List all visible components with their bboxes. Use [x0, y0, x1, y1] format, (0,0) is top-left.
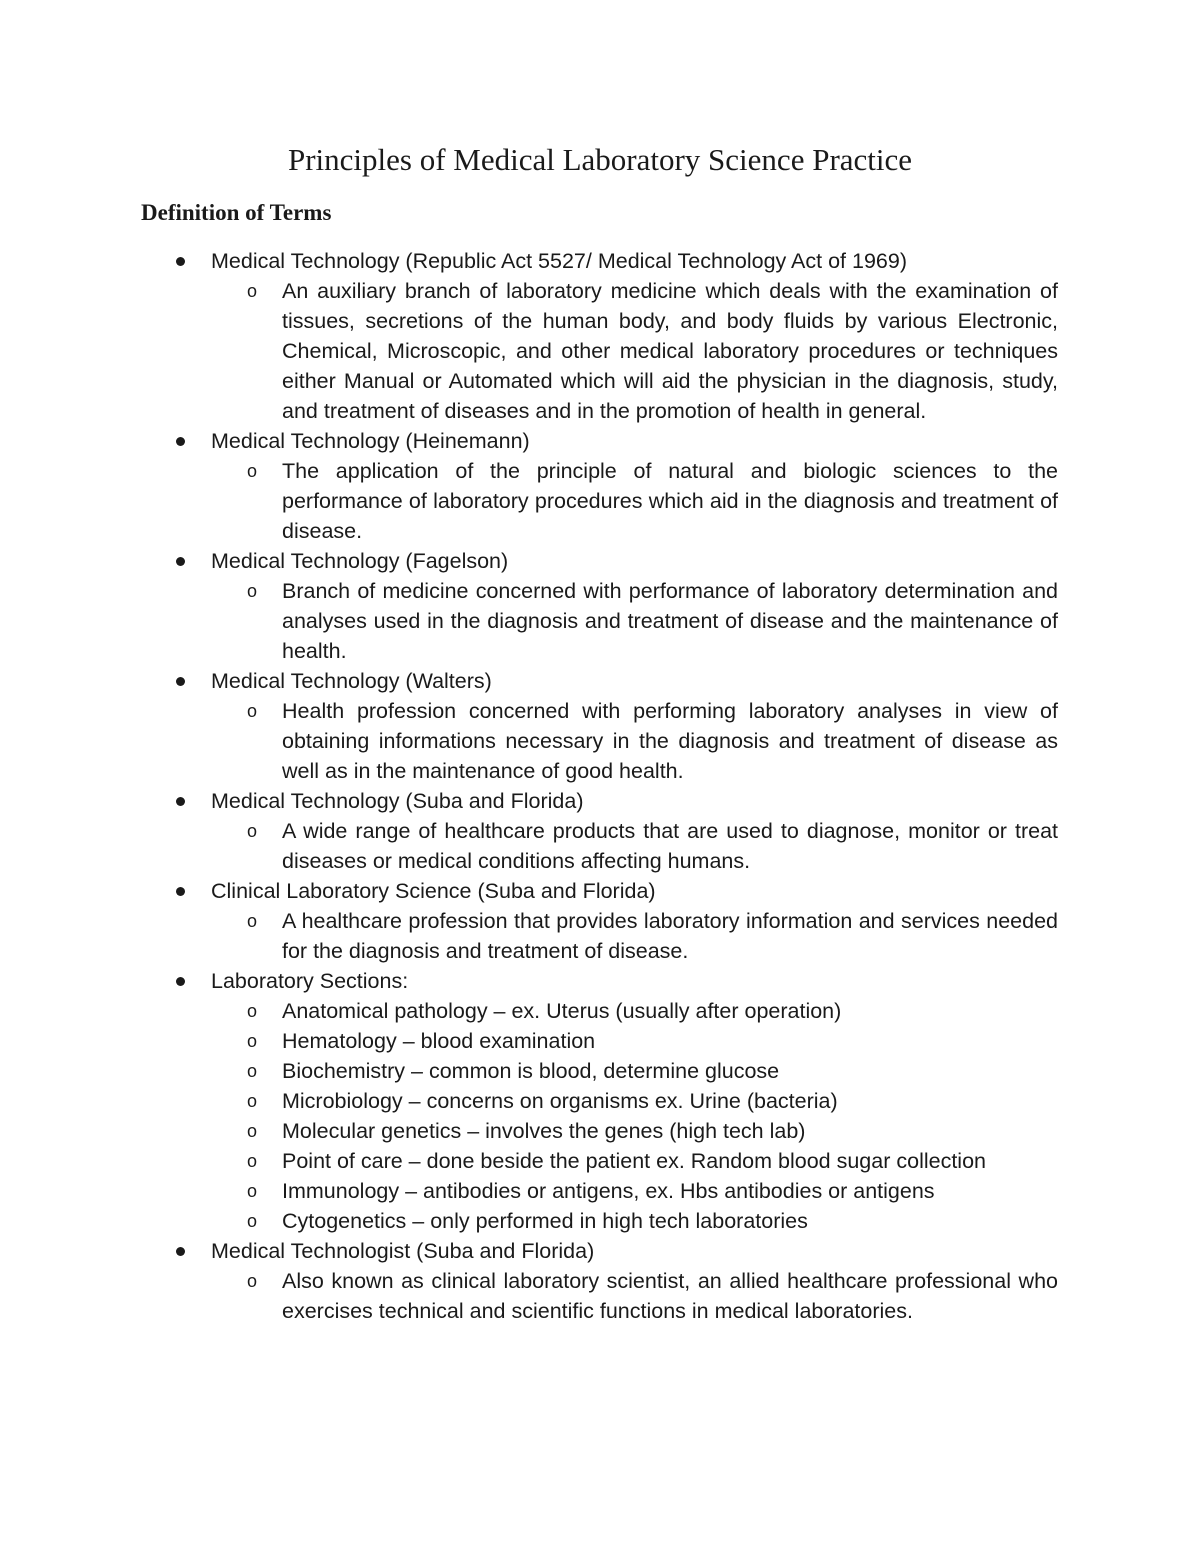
section-item: [247, 1086, 1058, 1116]
section-text: Microbiology – concerns on organisms ex. Urine (bacteria): [282, 1089, 838, 1113]
bullet-icon: [176, 677, 185, 686]
definition-list: [0, 696, 1200, 786]
bullet-icon: [176, 437, 185, 446]
bullet-icon: [176, 977, 185, 986]
bullet-icon: [176, 1247, 185, 1256]
term-heading: Medical Technologist (Suba and Florida): [211, 1239, 595, 1263]
definition-list: [0, 816, 1200, 876]
definition-list: [0, 576, 1200, 666]
term-heading: Medical Technology (Fagelson): [211, 549, 509, 573]
section-item: [247, 1206, 1058, 1236]
definition-text: Health profession concerned with performing laboratory analyses in view of obtaining informations necessary in the diagnosis and treatment of disease as well as in the maintenance of good health.: [282, 699, 1058, 783]
term-item: [0, 666, 1200, 786]
circle-bullet-icon: o: [247, 1031, 258, 1051]
definition-item: [247, 576, 1058, 666]
circle-bullet-icon: o: [247, 581, 258, 601]
definition-text: A healthcare profession that provides laboratory information and services needed for the diagnosis and treatment of disease.: [282, 909, 1058, 963]
terms-list: [0, 246, 1200, 1326]
definition-text: A wide range of healthcare products that are used to diagnose, monitor or treat diseases or medical conditions affecting humans.: [282, 819, 1058, 873]
definition-text: An auxiliary branch of laboratory medicine which deals with the examination of tissues, secretions of the human body, and body fluids by various Electronic, Chemical, Microscopic, and other medical laboratory procedures or techniques either Manual or Automated which will aid the physician in the diagnosis, study, and treatment of diseases and in the promotion of health in general.: [282, 279, 1058, 423]
section-text: Biochemistry – common is blood, determine glucose: [282, 1059, 780, 1083]
term-item: [0, 786, 1200, 876]
circle-bullet-icon: o: [247, 1271, 258, 1291]
definition-text: Also known as clinical laboratory scientist, an allied healthcare professional who exercises technical and scientific functions in medical laboratories.: [282, 1269, 1058, 1323]
section-text: Anatomical pathology – ex. Uterus (usually after operation): [282, 999, 842, 1023]
section-item: [247, 1026, 1058, 1056]
circle-bullet-icon: o: [247, 1121, 258, 1141]
definition-item: [247, 276, 1058, 426]
bullet-icon: [176, 557, 185, 566]
bullet-icon: [176, 257, 185, 266]
term-item: [0, 546, 1200, 666]
circle-bullet-icon: o: [247, 701, 258, 721]
definition-item: [247, 696, 1058, 786]
section-heading: Definition of Terms: [141, 200, 332, 225]
circle-bullet-icon: o: [247, 1211, 258, 1231]
section-text: Hematology – blood examination: [282, 1029, 596, 1053]
term-item: [0, 966, 1200, 1236]
term-heading: Medical Technology (Walters): [211, 669, 492, 693]
document-title: Principles of Medical Laboratory Science Practice: [287, 142, 913, 177]
section-item: [247, 1056, 1058, 1086]
circle-bullet-icon: o: [247, 1061, 258, 1081]
term-item: [0, 876, 1200, 966]
circle-bullet-icon: o: [247, 1091, 258, 1111]
bullet-icon: [176, 887, 185, 896]
section-text: Molecular genetics – involves the genes (high tech lab): [282, 1119, 806, 1143]
term-heading: Clinical Laboratory Science (Suba and Florida): [211, 879, 656, 903]
section-text: Immunology – antibodies or antigens, ex. Hbs antibodies or antigens: [282, 1179, 935, 1203]
term-item: [0, 426, 1200, 546]
definition-text: Branch of medicine concerned with performance of laboratory determination and analyses used in the diagnosis and treatment of disease and the maintenance of health.: [282, 579, 1058, 663]
definition-list: [0, 1266, 1200, 1326]
bullet-icon: [176, 797, 185, 806]
section-item: [247, 1146, 1058, 1176]
definition-item: [247, 816, 1058, 876]
term-item: [0, 246, 1200, 426]
definition-item: [247, 906, 1058, 966]
definition-item: [247, 456, 1058, 546]
circle-bullet-icon: o: [247, 281, 258, 301]
circle-bullet-icon: o: [247, 1151, 258, 1171]
section-list: [0, 996, 1200, 1236]
section-text: Point of care – done beside the patient ex. Random blood sugar collection: [282, 1149, 986, 1173]
circle-bullet-icon: o: [247, 461, 258, 481]
definition-list: [0, 456, 1200, 546]
terms-content: [0, 246, 1200, 1326]
circle-bullet-icon: o: [247, 911, 258, 931]
term-heading: Medical Technology (Heinemann): [211, 429, 530, 453]
definition-text: The application of the principle of natural and biologic sciences to the performance of laboratory procedures which aid in the diagnosis and treatment of disease.: [282, 459, 1058, 543]
term-heading: Laboratory Sections:: [211, 969, 409, 993]
section-item: [247, 1176, 1058, 1206]
definition-item: [247, 1266, 1058, 1326]
circle-bullet-icon: o: [247, 1001, 258, 1021]
circle-bullet-icon: o: [247, 1181, 258, 1201]
section-text: Cytogenetics – only performed in high tech laboratories: [282, 1209, 808, 1233]
term-heading: Medical Technology (Suba and Florida): [211, 789, 584, 813]
term-item: [0, 1236, 1200, 1326]
section-item: [247, 996, 1058, 1026]
circle-bullet-icon: o: [247, 821, 258, 841]
definition-list: [0, 276, 1200, 426]
section-item: [247, 1116, 1058, 1146]
definition-list: [0, 906, 1200, 966]
term-heading: Medical Technology (Republic Act 5527/ Medical Technology Act of 1969): [211, 249, 907, 273]
